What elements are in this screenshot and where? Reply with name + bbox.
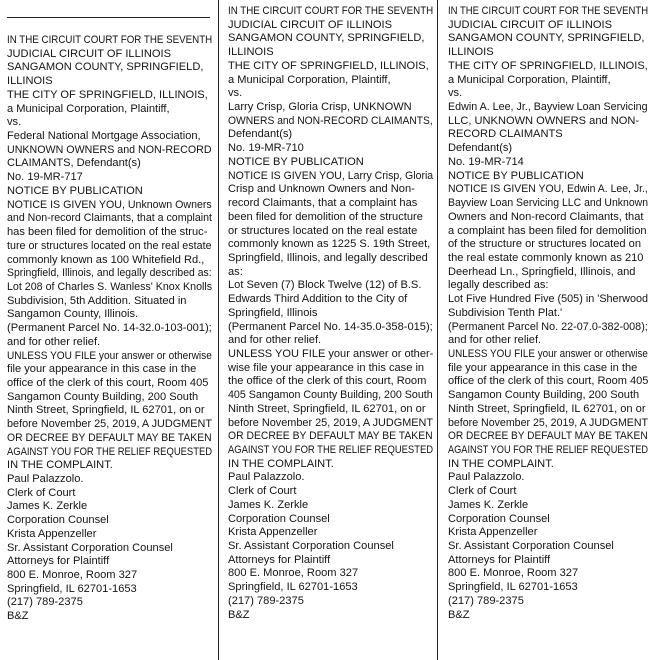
notice-text-line: Subdivision, 5th Addition. Situated in xyxy=(7,294,187,307)
notice-text-line: and for other relief. xyxy=(448,334,542,347)
notice-text-line: Crisp and Unknown Owners and Non- xyxy=(228,183,415,196)
notice-text-line: (217) 789-2375 xyxy=(7,596,83,609)
notice-text-line: Edwin A. Lee, Jr., Bayview Loan Servicing xyxy=(448,101,648,114)
notice-text-line: vs. xyxy=(448,87,463,100)
notice-text-line: has been filed for demolition of the struc- xyxy=(7,226,208,239)
notice-text-line: UNKNOWN OWNERS and NON-RECORD xyxy=(7,143,212,156)
notice-text-line: Defendant(s) xyxy=(228,128,293,141)
notice-text-line: the real estate commonly known as 210 xyxy=(448,251,644,264)
notice-text-line: Krista Appenzeller xyxy=(448,526,538,539)
notice-text-line: Lot 208 of Charles S. Wanless' Knox Knolls xyxy=(7,280,213,293)
notice-text-line: AGAINST YOU FOR THE RELIEF REQUESTED xyxy=(448,444,649,456)
notice-text-line: OR DECREE BY DEFAULT MAY BE TAKEN xyxy=(7,431,212,444)
notice-text-line: IN THE CIRCUIT COURT FOR THE SEVENTH xyxy=(448,5,649,17)
notice-text-line: Sangamon County, Illinois. xyxy=(7,308,139,321)
notice-text-line: No. 19-MR-710 xyxy=(228,142,304,155)
notice-text-line: IN THE COMPLAINT. xyxy=(448,457,554,470)
notice-text-line: IN THE CIRCUIT COURT FOR THE SEVENTH xyxy=(7,34,213,46)
notice-text-line: THE CITY OF SPRINGFIELD, ILLINOIS, xyxy=(448,59,648,72)
notice-text-line: SANGAMON COUNTY, SPRINGFIELD, xyxy=(228,32,425,45)
notice-text-line: James K. Zerkle xyxy=(448,498,529,511)
notice-text-line: THE CITY OF SPRINGFIELD, ILLINOIS, xyxy=(228,59,429,72)
notice-text-line: commonly known as 100 Whitefield Rd., xyxy=(7,253,205,266)
notice-text-line: (Permanent Parcel No. 22-07.0-382-008); xyxy=(448,320,648,333)
notice-text-line: No. 19-MR-714 xyxy=(448,155,524,168)
notice-text-line: Krista Appenzeller xyxy=(7,527,97,540)
notice-text-line: commonly known as 1225 S. 19th Street, xyxy=(228,238,431,251)
notice-text-line: or structures located on the real estate xyxy=(228,224,418,237)
notice-text-line: been filed for demolition of the structure xyxy=(228,210,423,223)
notice-text-line: NOTICE IS GIVEN YOU, Unknown Owners xyxy=(7,198,212,211)
notice-text-line: Clerk of Court xyxy=(7,486,76,499)
notice-text-line: Federal National Mortgage Association, xyxy=(7,130,201,143)
notice-text-line: before November 25, 2019, A JUDGMENT xyxy=(7,418,213,431)
notice-text-line: B&Z xyxy=(7,610,29,623)
notice-text-line: vs. xyxy=(228,87,243,100)
notice-text-line: Attorneys for Plaintiff xyxy=(7,555,110,568)
notice-text-line: a Municipal Corporation, Plaintiff, xyxy=(7,102,170,115)
notice-text-line: vs. xyxy=(7,116,22,129)
notice-text-line: UNLESS YOU FILE your answer or otherwise xyxy=(448,347,648,360)
notice-text-line: IN THE CIRCUIT COURT FOR THE SEVENTH xyxy=(228,5,434,17)
notice-text-line: NOTICE BY PUBLICATION xyxy=(7,184,143,197)
notice-text-line: Sr. Assistant Corporation Counsel xyxy=(448,540,614,553)
notice-text-line: Springfield, Illinois xyxy=(228,306,318,319)
top-spacer xyxy=(7,5,212,34)
notice-column-19-mr-717 xyxy=(7,5,212,660)
notice-text-line: NOTICE BY PUBLICATION xyxy=(448,169,584,182)
notice-text-line: Springfield, Illinois, and legally described as: xyxy=(7,267,212,280)
notice-text-line: and for other relief. xyxy=(228,334,322,347)
notice-text-line: a complaint has been filed for demolition xyxy=(448,224,647,237)
notice-text-line: 800 E. Monroe, Room 327 xyxy=(448,567,579,580)
notice-text-line: office of the clerk of this court, Room 405 xyxy=(7,376,209,389)
notice-text-line: Clerk of Court xyxy=(448,485,517,498)
notice-text-line: Corporation Counsel xyxy=(448,512,550,525)
notice-text-line: 405 Sangamon County Building, 200 South xyxy=(228,389,433,402)
notice-text-line: Springfield, IL 62701-1653 xyxy=(7,582,137,595)
notice-text-line: before November 25, 2019, A JUDGMENT xyxy=(228,416,434,429)
notice-text-line: and for other relief. xyxy=(7,335,101,348)
notice-text-line: (Permanent Parcel No. 14-32.0-103-001); xyxy=(7,322,212,335)
notice-text-line: NOTICE BY PUBLICATION xyxy=(228,155,364,168)
notice-column-19-mr-714 xyxy=(448,5,648,660)
notice-text-line: Defendant(s) xyxy=(448,142,513,155)
notice-text-line: RECORD CLAIMANTS xyxy=(448,128,563,141)
notice-text-line: Lot Five Hundred Five (505) in 'Sherwood xyxy=(448,293,649,306)
notice-text-line: OR DECREE BY DEFAULT MAY BE TAKEN xyxy=(228,430,433,443)
notice-text-line: Corporation Counsel xyxy=(7,514,109,527)
notice-text-line: (217) 789-2375 xyxy=(228,594,304,607)
notice-text-line: 800 E. Monroe, Room 327 xyxy=(7,569,138,582)
notice-text-line: Paul Palazzolo. xyxy=(7,473,84,485)
notice-text-line: (217) 789-2375 xyxy=(448,594,524,607)
notice-text-line: SANGAMON COUNTY, SPRINGFIELD, xyxy=(7,61,204,74)
notice-text-line: SANGAMON COUNTY, SPRINGFIELD, xyxy=(448,32,645,45)
notice-text-line: James K. Zerkle xyxy=(228,498,309,511)
notice-text-line: Sangamon County Building, 200 South xyxy=(7,390,199,403)
notice-text-line: Subdivision Tenth Plat.' xyxy=(448,306,563,319)
notice-text-line: and Non-record Claimants, that a complaint xyxy=(7,212,212,225)
notice-text-line: record Claimants, that a complaint has xyxy=(228,197,418,210)
notice-text-line: Attorneys for Plaintiff xyxy=(448,553,551,566)
notice-text-line: OWNERS and NON-RECORD CLAIMANTS, xyxy=(228,114,433,127)
notice-text-line: B&Z xyxy=(228,608,250,621)
notice-text-line: JUDICIAL CIRCUIT OF ILLINOIS xyxy=(228,18,392,31)
notice-text-line: Springfield, Illinois, and legally described xyxy=(228,251,428,264)
notice-text-line: ILLINOIS xyxy=(7,75,53,88)
notice-text-line: Springfield, IL 62701-1653 xyxy=(448,581,578,594)
notice-text-line: Corporation Counsel xyxy=(228,512,330,525)
notice-text-line: Krista Appenzeller xyxy=(228,526,318,539)
notice-text-line: ture or structures located on the real estate xyxy=(7,239,212,252)
notice-text-line: 800 E. Monroe, Room 327 xyxy=(228,567,359,580)
notice-text-line: James K. Zerkle xyxy=(7,500,88,513)
notice-text-line: Attorneys for Plaintiff xyxy=(228,553,331,566)
notice-text-line: IN THE COMPLAINT. xyxy=(228,457,334,470)
column-divider xyxy=(218,0,219,660)
notice-text-line: AGAINST YOU FOR THE RELIEF REQUESTED xyxy=(228,444,434,456)
notice-text-line: wise file your appearance in this case in xyxy=(228,361,425,374)
notice-text-line: NOTICE IS GIVEN YOU, Larry Crisp, Gloria xyxy=(228,169,434,182)
notice-text-line: ILLINOIS xyxy=(448,46,494,59)
notice-text-line: a Municipal Corporation, Plaintiff, xyxy=(228,73,391,86)
notice-text-line: Bayview Loan Servicing LLC and Unknown xyxy=(448,197,649,210)
notice-text-line: B&Z xyxy=(448,608,470,621)
notice-text-line: ILLINOIS xyxy=(228,46,274,59)
notice-text-line: No. 19-MR-717 xyxy=(7,171,83,184)
notice-text-line: JUDICIAL CIRCUIT OF ILLINOIS xyxy=(448,18,612,31)
notice-text-line: Sangamon County Building, 200 South xyxy=(448,389,640,402)
notice-text-line: before November 25, 2019, A JUDGMENT xyxy=(448,416,649,429)
notice-text-line: IN THE COMPLAINT. xyxy=(7,459,113,472)
notice-text-line: UNLESS YOU FILE your answer or otherwise xyxy=(7,349,212,362)
notice-text-line: Springfield, IL 62701-1653 xyxy=(228,581,358,594)
column-divider xyxy=(437,0,438,660)
notice-text-line: Clerk of Court xyxy=(228,485,297,498)
notice-text-line: UNLESS YOU FILE your answer or other- xyxy=(228,347,434,360)
notice-text-line: (Permanent Parcel No. 14-35.0-358-015); xyxy=(228,320,433,333)
notice-text-line: of the structure or structures located on xyxy=(448,238,642,251)
notice-text-line: Ninth Street, Springfield, IL 62701, on or xyxy=(7,404,205,417)
notice-text-line: the office of the clerk of this court, Room xyxy=(228,375,427,388)
notice-text-line: Deerhead Ln., Springfield, Illinois, and xyxy=(448,265,636,278)
notice-text-line: NOTICE IS GIVEN YOU, Edwin A. Lee, Jr., xyxy=(448,183,648,196)
notice-text-line: Owners and Non-record Claimants, that xyxy=(448,210,644,223)
notice-text-line: OR DECREE BY DEFAULT MAY BE TAKEN xyxy=(448,430,648,443)
notice-text-line: a Municipal Corporation, Plaintiff, xyxy=(448,73,611,86)
notice-text-line: Paul Palazzolo. xyxy=(228,471,305,484)
notice-column-19-mr-710 xyxy=(228,5,433,660)
notice-text-line: legally described as: xyxy=(448,279,549,292)
notice-text-line: Paul Palazzolo. xyxy=(448,471,525,484)
notice-text-line: Edwards Third Addition to the City of xyxy=(228,293,408,306)
notice-text-line: file your appearance in this case in the xyxy=(448,361,638,374)
notice-text-line: LLC, UNKNOWN OWNERS and NON- xyxy=(448,114,640,127)
notice-text-line: JUDICIAL CIRCUIT OF ILLINOIS xyxy=(7,47,171,60)
notice-text-line: office of the clerk of this court, Room 405 xyxy=(448,375,649,388)
notice-text-line: as: xyxy=(228,265,243,278)
notice-text-line: AGAINST YOU FOR THE RELIEF REQUESTED xyxy=(7,445,213,458)
notice-text-line: Ninth Street, Springfield, IL 62701, on or xyxy=(448,402,646,415)
notice-text-line: Lot Seven (7) Block Twelve (12) of B.S. xyxy=(228,279,422,292)
notice-text-line: Sr. Assistant Corporation Counsel xyxy=(228,540,394,553)
notice-text-line: Ninth Street, Springfield, IL 62701, on or xyxy=(228,402,426,415)
notice-text-line: CLAIMANTS, Defendant(s) xyxy=(7,157,141,170)
notice-text-line: Sr. Assistant Corporation Counsel xyxy=(7,541,173,554)
notice-text-line: file your appearance in this case in the xyxy=(7,363,197,376)
notice-text-line: THE CITY OF SPRINGFIELD, ILLINOIS, xyxy=(7,88,208,101)
notice-text-line: Larry Crisp, Gloria Crisp, UNKNOWN xyxy=(228,101,412,114)
